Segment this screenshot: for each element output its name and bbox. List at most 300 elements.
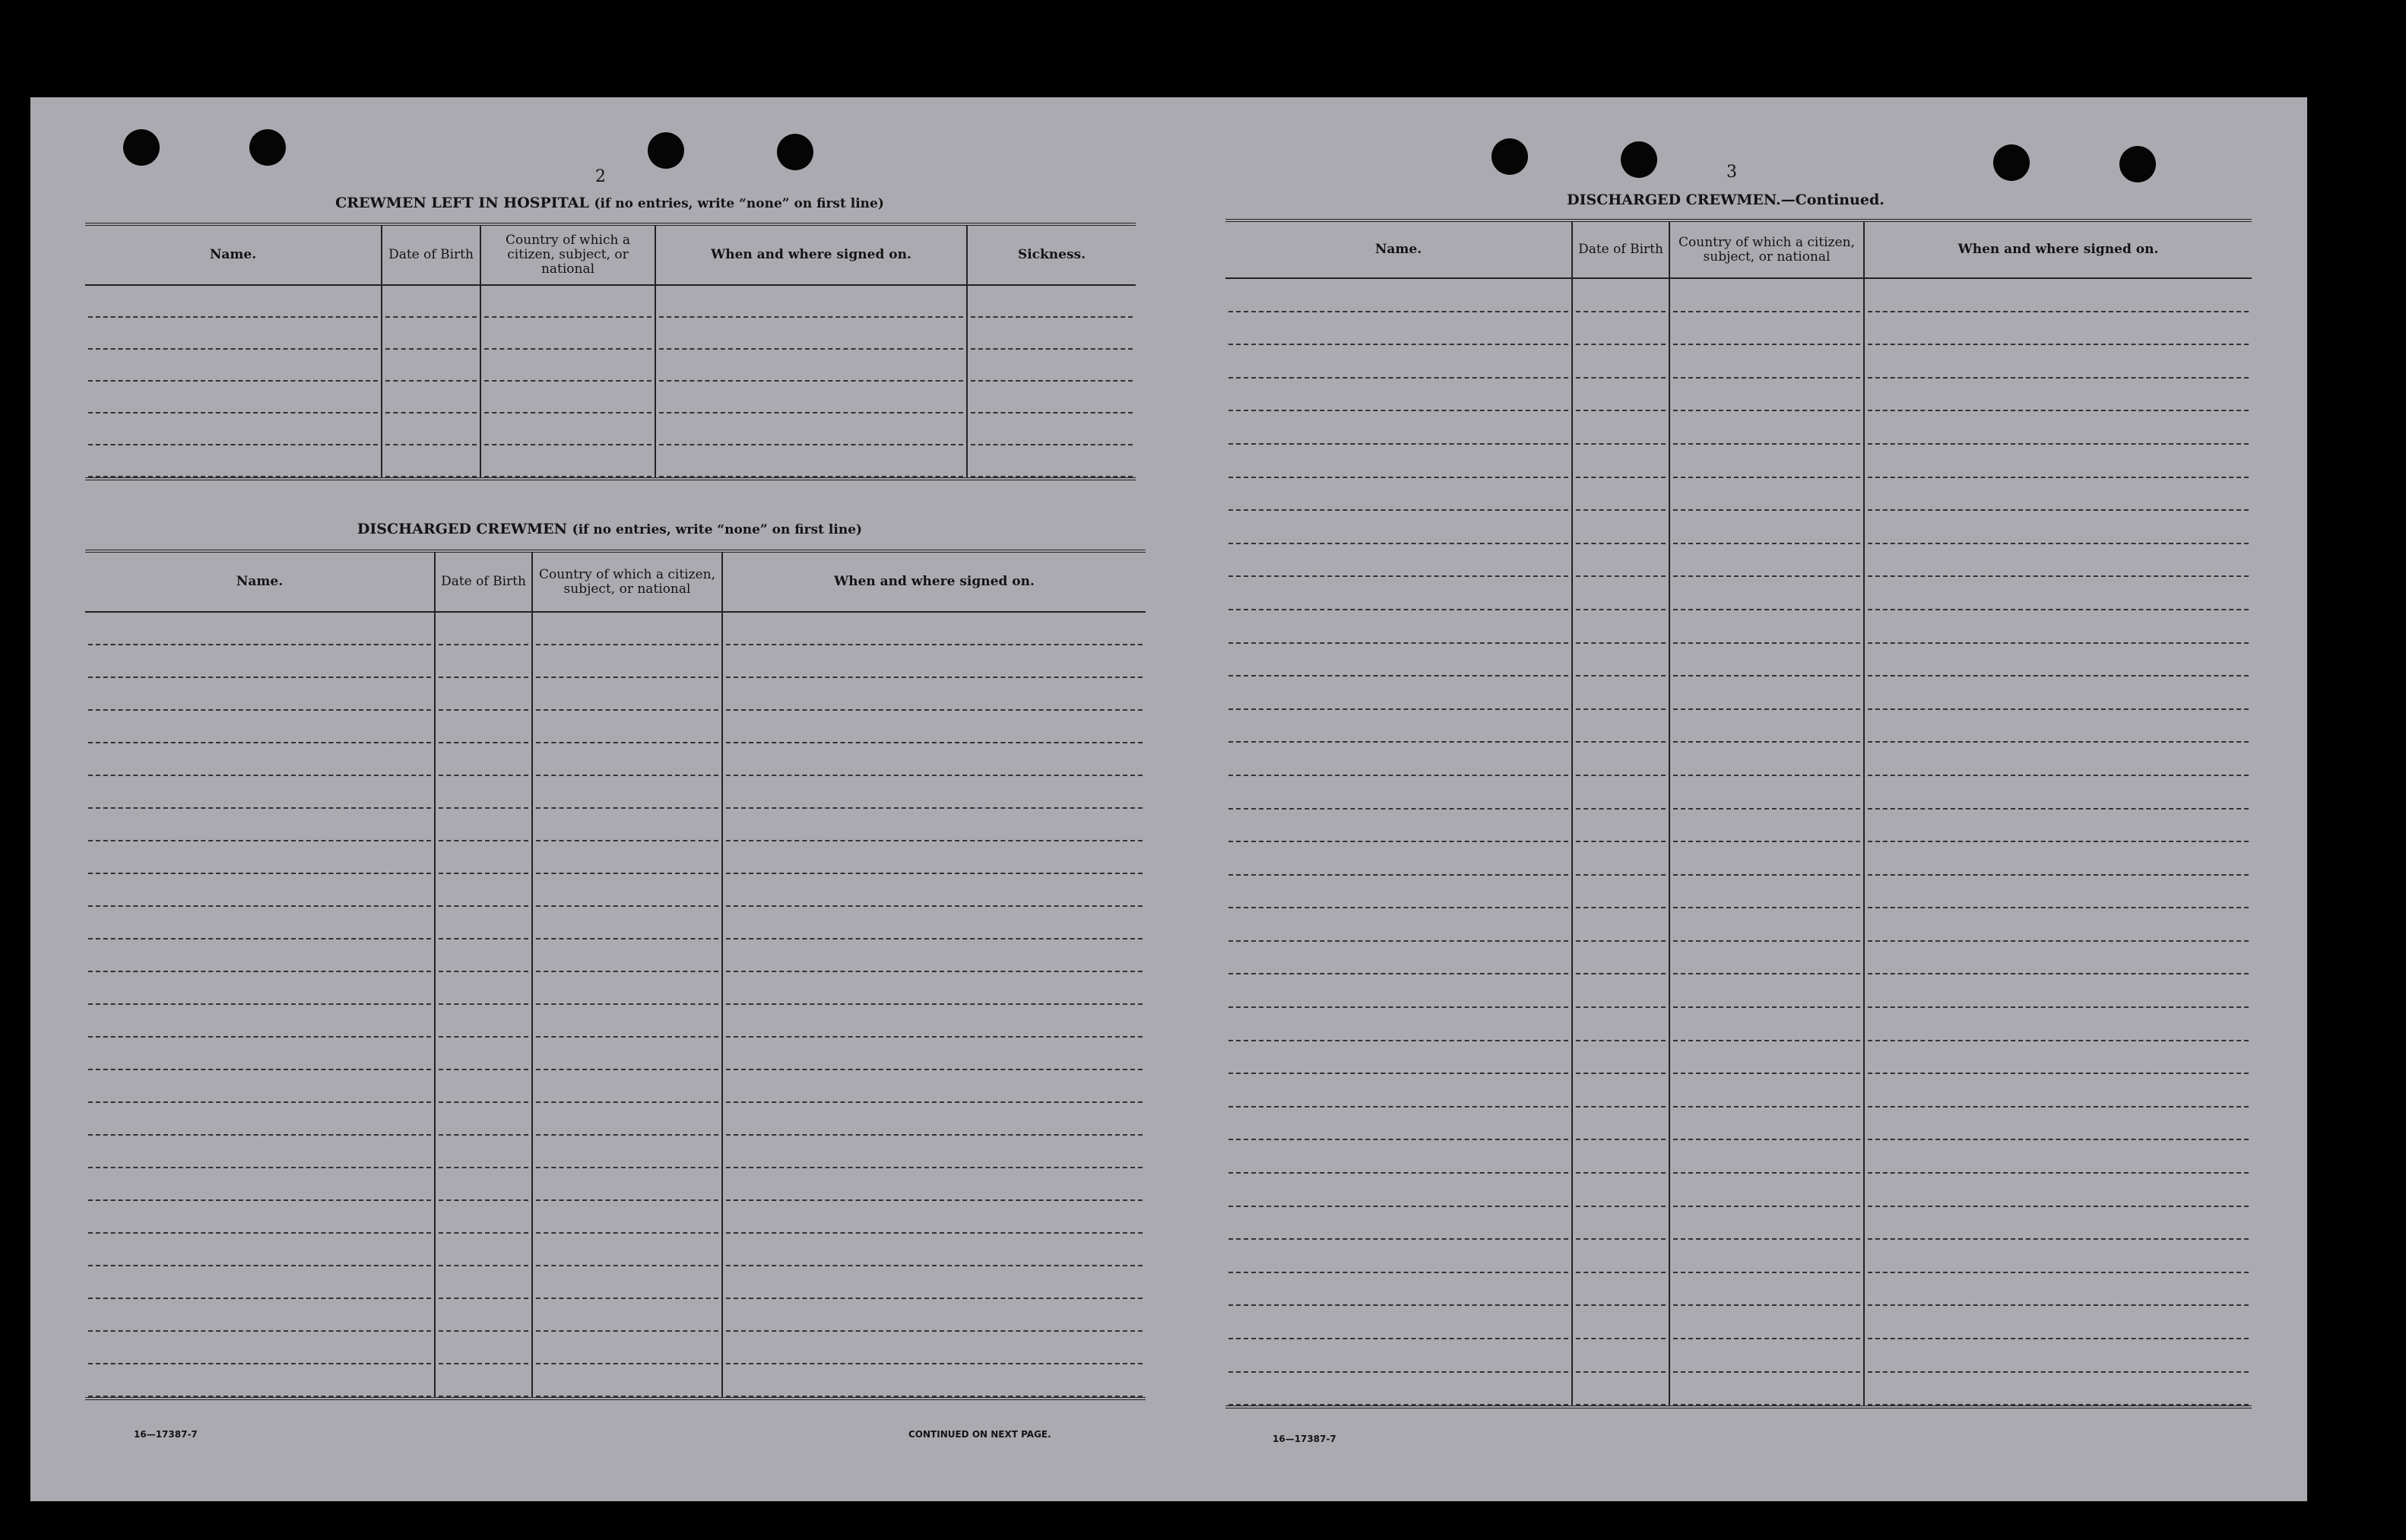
right-page xyxy=(1171,97,2307,1501)
dotted-line xyxy=(1576,1306,1666,1339)
dotted-line xyxy=(1576,544,1666,578)
dotted-line xyxy=(385,318,477,350)
form-cell xyxy=(1864,1174,2252,1207)
dotted-line xyxy=(726,1234,1143,1266)
hospital-subtitle: (if no entries, write “none” on first line) xyxy=(594,196,884,211)
form-cell xyxy=(967,414,1136,445)
form-row xyxy=(1225,610,2252,644)
form-cell xyxy=(1864,1373,2252,1408)
form-cell xyxy=(1669,974,1864,1008)
dotted-line xyxy=(536,809,718,841)
form-cell xyxy=(1669,1306,1864,1339)
dotted-line xyxy=(1673,1140,1860,1174)
dotted-line xyxy=(1576,644,1666,677)
col-date-of-birth: Date of Birth xyxy=(435,551,532,612)
dotted-line xyxy=(88,841,431,874)
discharged-title: DISCHARGED CREWMEN xyxy=(357,521,568,537)
dotted-line xyxy=(88,1038,431,1070)
form-cell xyxy=(1572,544,1669,578)
form-cell xyxy=(435,1266,532,1299)
form-cell xyxy=(1669,478,1864,512)
dotted-line xyxy=(1228,379,1568,412)
form-cell xyxy=(85,743,435,776)
dotted-line xyxy=(726,1038,1143,1070)
form-cell xyxy=(1669,876,1864,909)
dotted-line xyxy=(439,1332,528,1364)
dotted-line xyxy=(439,776,528,809)
dotted-line xyxy=(484,382,651,414)
dotted-line xyxy=(536,972,718,1005)
form-cell xyxy=(1669,610,1864,644)
dotted-line xyxy=(1673,677,1860,710)
dotted-line xyxy=(1576,974,1666,1008)
form-cell xyxy=(1572,842,1669,876)
dotted-line xyxy=(1228,1207,1568,1241)
dotted-line xyxy=(1673,644,1860,677)
form-cell xyxy=(1225,1207,1572,1241)
dotted-line xyxy=(1868,544,2249,578)
dotted-line xyxy=(439,711,528,743)
dotted-line xyxy=(88,1234,431,1266)
form-cell xyxy=(1225,1373,1572,1408)
dotted-line xyxy=(1576,411,1666,445)
dotted-line xyxy=(385,286,477,318)
form-cell xyxy=(435,972,532,1005)
form-cell xyxy=(722,841,1146,874)
form-cell xyxy=(1864,610,2252,644)
form-row xyxy=(85,1038,1146,1070)
hospital-title: CREWMEN LEFT IN HOSPITAL xyxy=(335,195,589,211)
form-cell xyxy=(1669,1074,1864,1107)
discharged-subtitle: (if no entries, write “none” on first line) xyxy=(572,522,863,537)
dotted-line xyxy=(439,1201,528,1234)
dotted-line xyxy=(439,613,528,645)
form-cell xyxy=(1669,710,1864,743)
col-country: Country of which a citizen, subject, or national xyxy=(1669,220,1864,278)
dotted-line xyxy=(1576,478,1666,512)
form-cell xyxy=(1225,876,1572,909)
form-cell xyxy=(1669,1174,1864,1207)
dotted-line xyxy=(1673,445,1860,478)
dotted-line xyxy=(1868,842,2249,876)
form-cell xyxy=(85,645,435,678)
dotted-line xyxy=(1868,1273,2249,1307)
document-sheet xyxy=(30,97,2307,1501)
form-cell xyxy=(532,1038,722,1070)
form-cell xyxy=(435,612,532,645)
form-cell xyxy=(1225,445,1572,478)
dotted-line xyxy=(1673,710,1860,743)
form-cell xyxy=(382,285,480,318)
form-row xyxy=(1225,810,2252,843)
dotted-line xyxy=(726,1070,1143,1103)
dotted-line xyxy=(1576,445,1666,478)
dotted-line xyxy=(88,1005,431,1038)
form-row xyxy=(1225,511,2252,544)
form-cell xyxy=(1864,776,2252,810)
dotted-line xyxy=(1228,677,1568,710)
form-cell xyxy=(435,711,532,743)
form-row xyxy=(1225,345,2252,379)
discharged-rows xyxy=(85,612,1146,1399)
form-cell xyxy=(967,318,1136,350)
form-cell xyxy=(1864,1240,2252,1273)
dotted-line xyxy=(971,382,1133,414)
form-row xyxy=(85,645,1146,678)
dotted-line xyxy=(88,940,431,972)
form-cell xyxy=(1864,974,2252,1008)
dotted-line xyxy=(1868,1339,2249,1373)
dotted-line xyxy=(1228,710,1568,743)
dotted-line xyxy=(1868,1008,2249,1041)
form-cell xyxy=(1864,644,2252,677)
dotted-line xyxy=(726,776,1143,809)
form-cell xyxy=(722,1234,1146,1266)
dotted-line xyxy=(88,874,431,907)
dotted-line xyxy=(1868,974,2249,1008)
form-cell xyxy=(85,841,435,874)
dotted-line xyxy=(536,1038,718,1070)
form-cell xyxy=(480,318,655,350)
form-row xyxy=(85,940,1146,972)
form-row xyxy=(85,972,1146,1005)
dotted-line xyxy=(536,841,718,874)
form-cell xyxy=(1572,1273,1669,1307)
form-row xyxy=(1225,908,2252,942)
form-cell xyxy=(1572,776,1669,810)
form-cell xyxy=(532,711,722,743)
form-cell xyxy=(532,612,722,645)
form-cell xyxy=(1572,312,1669,346)
dotted-line xyxy=(1673,544,1860,578)
col-name: Name. xyxy=(1225,220,1572,278)
dotted-line xyxy=(726,1103,1143,1136)
form-cell xyxy=(1572,1174,1669,1207)
col-name: Name. xyxy=(85,551,435,612)
form-cell xyxy=(1572,974,1669,1008)
dotted-line xyxy=(1868,345,2249,379)
dotted-line xyxy=(1228,1174,1568,1207)
form-cell xyxy=(1864,312,2252,346)
form-row xyxy=(85,382,1136,414)
dotted-line xyxy=(439,1038,528,1070)
dotted-line xyxy=(439,841,528,874)
dotted-line xyxy=(439,1070,528,1103)
dotted-line xyxy=(1673,312,1860,346)
form-cell xyxy=(532,841,722,874)
form-cell xyxy=(532,972,722,1005)
form-cell xyxy=(435,841,532,874)
form-row xyxy=(85,1364,1146,1399)
form-cell xyxy=(1572,1240,1669,1273)
form-cell xyxy=(1864,577,2252,610)
dotted-line xyxy=(1673,1339,1860,1373)
dotted-line xyxy=(536,613,718,645)
continued-note: CONTINUED ON NEXT PAGE. xyxy=(908,1429,1051,1440)
form-cell xyxy=(1572,677,1669,710)
form-cell xyxy=(1864,677,2252,710)
form-row xyxy=(85,809,1146,841)
form-cell xyxy=(85,612,435,645)
dotted-line xyxy=(1576,379,1666,412)
dotted-line xyxy=(536,678,718,711)
form-cell xyxy=(532,1005,722,1038)
form-row xyxy=(85,841,1146,874)
form-row xyxy=(1225,478,2252,512)
form-row xyxy=(1225,1174,2252,1207)
form-row xyxy=(1225,1074,2252,1107)
dotted-line xyxy=(385,350,477,382)
form-row xyxy=(85,874,1146,907)
form-cell xyxy=(1225,345,1572,379)
dotted-line xyxy=(1228,743,1568,776)
form-cell xyxy=(435,809,532,841)
dotted-line xyxy=(1868,411,2249,445)
form-cell xyxy=(1572,478,1669,512)
form-cell xyxy=(1572,345,1669,379)
dotted-line xyxy=(1673,411,1860,445)
form-row xyxy=(1225,1041,2252,1075)
form-cell xyxy=(722,1103,1146,1136)
form-cell xyxy=(1572,1207,1669,1241)
form-cell xyxy=(722,1038,1146,1070)
dotted-line xyxy=(1576,710,1666,743)
form-row xyxy=(85,1234,1146,1266)
form-cell xyxy=(1864,1273,2252,1307)
dotted-line xyxy=(1673,1174,1860,1207)
form-row xyxy=(1225,445,2252,478)
form-cell xyxy=(435,1103,532,1136)
dotted-line xyxy=(1576,942,1666,975)
dotted-line xyxy=(1576,577,1666,610)
form-cell xyxy=(1572,743,1669,776)
dotted-line xyxy=(1673,1240,1860,1273)
dotted-line xyxy=(1673,1074,1860,1107)
dotted-line xyxy=(726,1332,1143,1364)
col-date-of-birth: Date of Birth xyxy=(1572,220,1669,278)
dotted-line xyxy=(1868,710,2249,743)
dotted-line xyxy=(1868,1207,2249,1241)
form-row xyxy=(85,678,1146,711)
dotted-line xyxy=(1673,1373,1860,1406)
dotted-line xyxy=(1228,577,1568,610)
form-cell xyxy=(382,414,480,445)
form-cell xyxy=(85,1070,435,1103)
dotted-line xyxy=(1868,610,2249,644)
form-row xyxy=(85,1168,1146,1201)
page-number: 3 xyxy=(1726,163,1737,182)
form-row xyxy=(1225,776,2252,810)
dotted-line xyxy=(88,645,431,678)
form-cell xyxy=(85,1168,435,1201)
dotted-line xyxy=(726,1005,1143,1038)
form-cell xyxy=(722,1299,1146,1332)
form-cell xyxy=(1225,743,1572,776)
form-cell xyxy=(435,776,532,809)
form-row xyxy=(85,350,1136,382)
dotted-line xyxy=(536,1103,718,1136)
dotted-line xyxy=(536,1136,718,1168)
dotted-line xyxy=(88,711,431,743)
dotted-line xyxy=(1673,908,1860,942)
form-row xyxy=(1225,876,2252,909)
form-cell xyxy=(722,972,1146,1005)
dotted-line xyxy=(726,809,1143,841)
dotted-line xyxy=(726,1299,1143,1332)
form-cell xyxy=(532,776,722,809)
form-cell xyxy=(1225,1107,1572,1141)
form-cell xyxy=(532,940,722,972)
dotted-line xyxy=(1228,1140,1568,1174)
form-cell xyxy=(1225,1041,1572,1075)
form-cell xyxy=(1864,478,2252,512)
form-row xyxy=(85,445,1136,479)
form-cell xyxy=(1864,876,2252,909)
dotted-line xyxy=(1868,379,2249,412)
form-cell xyxy=(85,285,382,318)
form-cell xyxy=(722,678,1146,711)
form-row xyxy=(85,1136,1146,1168)
dotted-line xyxy=(1576,345,1666,379)
form-cell xyxy=(1669,1373,1864,1408)
dotted-line xyxy=(726,1136,1143,1168)
dotted-line xyxy=(439,1299,528,1332)
form-cell xyxy=(1669,776,1864,810)
form-cell xyxy=(1669,278,1864,312)
dotted-line xyxy=(88,1201,431,1234)
dotted-line xyxy=(659,318,963,350)
form-cell xyxy=(722,907,1146,940)
form-cell xyxy=(1225,312,1572,346)
dotted-line xyxy=(1868,478,2249,512)
form-cell xyxy=(1864,842,2252,876)
form-cell xyxy=(1572,1008,1669,1041)
dotted-line xyxy=(1673,1273,1860,1307)
form-cell xyxy=(1669,842,1864,876)
form-cell xyxy=(1669,908,1864,942)
form-row xyxy=(1225,1373,2252,1408)
col-country: Country of which a citizen, subject, or national xyxy=(480,224,655,285)
form-cell xyxy=(1864,445,2252,478)
form-cell xyxy=(85,972,435,1005)
form-cell xyxy=(1225,776,1572,810)
form-cell xyxy=(532,743,722,776)
form-cell xyxy=(532,1103,722,1136)
form-cell xyxy=(1225,908,1572,942)
form-cell xyxy=(435,940,532,972)
form-cell xyxy=(1669,743,1864,776)
hospital-table xyxy=(85,223,1136,480)
form-cell xyxy=(1669,1273,1864,1307)
dotted-line xyxy=(536,1364,718,1397)
dotted-line xyxy=(536,874,718,907)
form-cell xyxy=(1572,511,1669,544)
dotted-line xyxy=(1228,544,1568,578)
form-cell xyxy=(1225,974,1572,1008)
dotted-line xyxy=(1576,776,1666,810)
dotted-line xyxy=(536,1168,718,1201)
form-row xyxy=(1225,1107,2252,1141)
dotted-line xyxy=(536,940,718,972)
form-cell xyxy=(722,711,1146,743)
form-cell xyxy=(480,414,655,445)
form-cell xyxy=(1864,1140,2252,1174)
form-cell xyxy=(85,1266,435,1299)
form-row xyxy=(85,1332,1146,1364)
form-cell xyxy=(722,809,1146,841)
form-cell xyxy=(1864,511,2252,544)
dotted-line xyxy=(1576,1373,1666,1406)
form-row xyxy=(85,1103,1146,1136)
form-cell xyxy=(1572,1140,1669,1174)
dotted-line xyxy=(659,414,963,445)
dotted-line xyxy=(1228,974,1568,1008)
form-cell xyxy=(1669,379,1864,412)
form-cell xyxy=(435,1168,532,1201)
form-row xyxy=(1225,1008,2252,1041)
dotted-line xyxy=(971,350,1133,382)
col-date-of-birth: Date of Birth xyxy=(382,224,480,285)
dotted-line xyxy=(1868,743,2249,776)
form-cell xyxy=(532,907,722,940)
dotted-line xyxy=(1228,1008,1568,1041)
form-cell xyxy=(1669,1041,1864,1075)
dotted-line xyxy=(1576,1008,1666,1041)
dotted-line xyxy=(88,318,378,350)
form-cell xyxy=(1669,345,1864,379)
dotted-line xyxy=(659,445,963,477)
form-cell xyxy=(435,1364,532,1399)
form-cell xyxy=(532,1234,722,1266)
dotted-line xyxy=(88,743,431,776)
dotted-line xyxy=(1576,743,1666,776)
form-cell xyxy=(722,1005,1146,1038)
form-number: 16—17387-7 xyxy=(1273,1434,1336,1444)
form-cell xyxy=(1864,379,2252,412)
dotted-line xyxy=(1673,942,1860,975)
form-row xyxy=(1225,942,2252,975)
form-cell xyxy=(85,874,435,907)
dotted-line xyxy=(1576,1273,1666,1307)
form-cell xyxy=(1669,1339,1864,1373)
dotted-line xyxy=(385,382,477,414)
dotted-line xyxy=(1576,511,1666,544)
left-page xyxy=(30,97,1171,1501)
form-cell xyxy=(1669,544,1864,578)
form-cell xyxy=(532,1070,722,1103)
dotted-line xyxy=(1576,1107,1666,1141)
dotted-line xyxy=(1228,1306,1568,1339)
dotted-line xyxy=(1868,445,2249,478)
form-cell xyxy=(1572,278,1669,312)
dotted-line xyxy=(484,350,651,382)
form-cell xyxy=(1572,810,1669,843)
dotted-line xyxy=(1673,1306,1860,1339)
dotted-line xyxy=(439,645,528,678)
form-cell xyxy=(435,1201,532,1234)
dotted-line xyxy=(1673,743,1860,776)
form-cell xyxy=(435,1136,532,1168)
form-row xyxy=(85,414,1136,445)
dotted-line xyxy=(88,1070,431,1103)
dotted-line xyxy=(1673,577,1860,610)
dotted-line xyxy=(1673,974,1860,1008)
dotted-line xyxy=(726,1201,1143,1234)
dotted-line xyxy=(439,1136,528,1168)
form-row xyxy=(85,318,1136,350)
form-cell xyxy=(1225,1273,1572,1307)
dotted-line xyxy=(88,414,378,445)
